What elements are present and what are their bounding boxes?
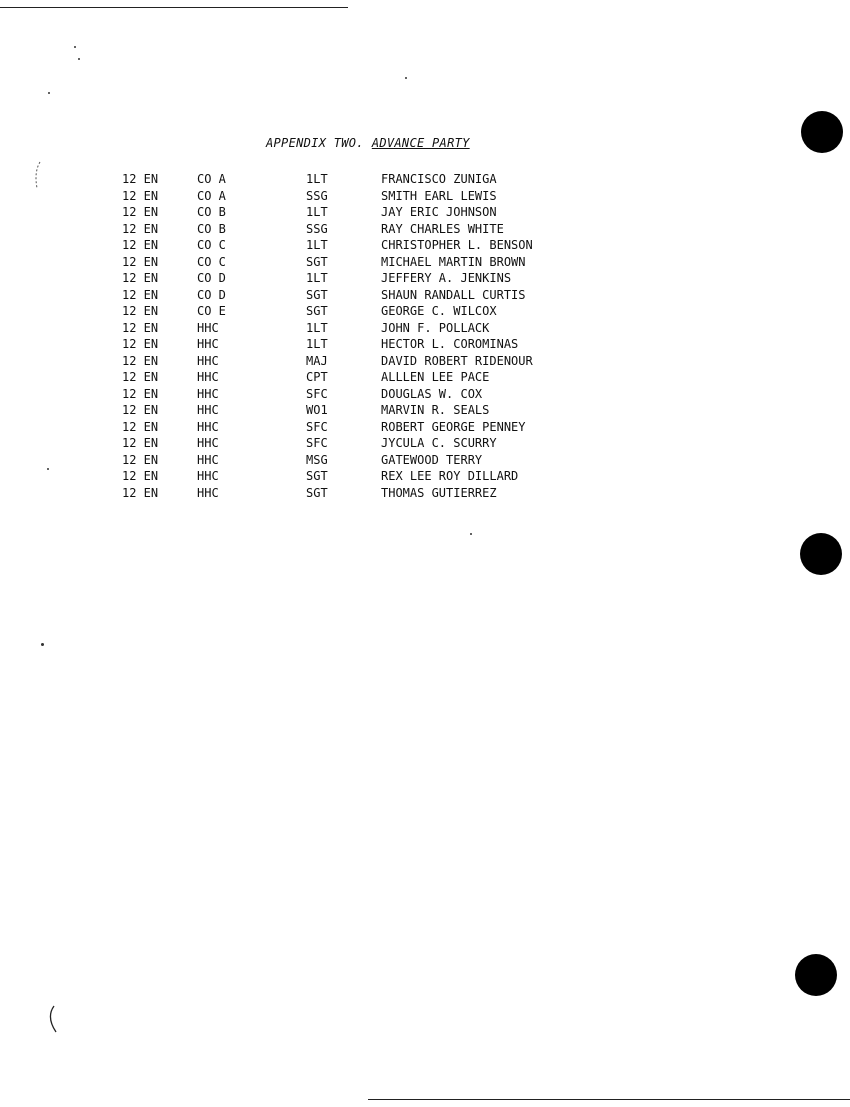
roster-name: SMITH EARL LEWIS	[381, 188, 497, 203]
roster-name: GATEWOOD TERRY	[381, 452, 483, 467]
roster-company: CO C	[197, 254, 226, 269]
roster-name: JOHN F. POLLACK	[381, 320, 490, 335]
roster-company: CO B	[197, 205, 226, 219]
scan-mark	[44, 1005, 58, 1035]
roster-company: CO E	[197, 304, 226, 318]
roster-company: HHC	[197, 419, 219, 434]
roster-rank: WO1	[306, 403, 328, 417]
roster-unit: 12 EN	[122, 320, 159, 335]
roster-rank: SFC	[306, 386, 328, 401]
roster-name: GEORGE C. WILCOX	[381, 304, 497, 318]
roster-name: MICHAEL MARTIN BROWN	[381, 254, 526, 269]
roster-unit: 12 EN	[122, 469, 159, 483]
roster-name: DOUGLAS W. COX	[381, 386, 483, 401]
roster-unit: 12 EN	[122, 172, 159, 186]
roster-rank: 1LT	[306, 238, 328, 252]
roster-rank: CPT	[306, 370, 328, 384]
roster-rank: SGT	[306, 469, 328, 483]
roster-rank: SGT	[306, 287, 328, 302]
roster-unit: 12 EN	[122, 205, 159, 219]
scan-speck	[48, 92, 50, 94]
roster-company: HHC	[197, 370, 219, 384]
roster-rank: SGT	[306, 485, 328, 500]
roster-unit: 12 EN	[122, 188, 159, 203]
roster-name: DAVID ROBERT RIDENOUR	[381, 353, 533, 368]
roster-rank: SFC	[306, 436, 328, 450]
roster-rank: MSG	[306, 452, 328, 467]
roster-rank: SSG	[306, 221, 328, 236]
roster-rank: 1LT	[306, 271, 328, 285]
scan-speck	[41, 643, 44, 646]
roster-rank: 1LT	[306, 172, 328, 186]
roster-company: HHC	[197, 320, 219, 335]
punch-hole-top	[801, 111, 843, 153]
roster-rank: 1LT	[306, 205, 328, 219]
roster-unit: 12 EN	[122, 386, 159, 401]
roster-rank: 1LT	[306, 337, 328, 351]
roster-company: HHC	[197, 485, 219, 500]
scan-speck	[405, 77, 407, 79]
roster-name: MARVIN R. SEALS	[381, 403, 490, 417]
roster-company: HHC	[197, 469, 219, 483]
roster-name: ROBERT GEORGE PENNEY	[381, 419, 526, 434]
roster-name: SHAUN RANDALL CURTIS	[381, 287, 526, 302]
roster-unit: 12 EN	[122, 337, 159, 351]
roster-rank: SFC	[306, 419, 328, 434]
roster-name: FRANCISCO ZUNIGA	[381, 172, 497, 186]
roster-company: CO C	[197, 238, 226, 252]
roster-unit: 12 EN	[122, 436, 159, 450]
roster-name: CHRISTOPHER L. BENSON	[381, 238, 533, 252]
roster-company: HHC	[197, 436, 219, 450]
roster-unit: 12 EN	[122, 254, 159, 269]
punch-hole-bottom	[795, 954, 837, 996]
roster-rank: SGT	[306, 254, 328, 269]
scan-mark	[30, 160, 44, 190]
roster-unit: 12 EN	[122, 370, 159, 384]
punch-hole-middle	[800, 533, 842, 575]
roster-rank: 1LT	[306, 320, 328, 335]
roster-name: HECTOR L. COROMINAS	[381, 337, 519, 351]
bottom-rule	[368, 1099, 850, 1100]
appendix-heading	[266, 136, 470, 150]
scan-speck	[47, 468, 49, 470]
roster-name: THOMAS GUTIERREZ	[381, 485, 497, 500]
roster-unit: 12 EN	[122, 238, 159, 252]
roster-unit: 12 EN	[122, 271, 159, 285]
roster-unit: 12 EN	[122, 287, 159, 302]
scan-speck	[470, 533, 472, 535]
roster-company: CO B	[197, 221, 226, 236]
roster-company: CO D	[197, 271, 226, 285]
roster-company: HHC	[197, 337, 219, 351]
roster-unit: 12 EN	[122, 403, 159, 417]
roster-unit: 12 EN	[122, 485, 159, 500]
roster-name: JEFFERY A. JENKINS	[381, 271, 512, 285]
appendix-subtitle: ADVANCE PARTY	[371, 136, 470, 150]
roster-company: HHC	[197, 452, 219, 467]
roster-company: CO D	[197, 287, 226, 302]
roster-company: CO A	[197, 172, 226, 186]
roster-unit: 12 EN	[122, 221, 159, 236]
roster-company: CO A	[197, 188, 226, 203]
scan-speck	[78, 58, 80, 60]
roster-unit: 12 EN	[122, 419, 159, 434]
roster-rank: SSG	[306, 188, 328, 203]
scan-speck	[74, 46, 76, 48]
roster-name: JYCULA C. SCURRY	[381, 436, 497, 450]
roster-name: REX LEE ROY DILLARD	[381, 469, 519, 483]
roster-rank: SGT	[306, 304, 328, 318]
appendix-title: APPENDIX TWO.	[266, 136, 364, 150]
roster-name: JAY ERIC JOHNSON	[381, 205, 497, 219]
roster-unit: 12 EN	[122, 353, 159, 368]
roster-rank: MAJ	[306, 353, 328, 368]
roster-unit: 12 EN	[122, 452, 159, 467]
roster-name: RAY CHARLES WHITE	[381, 221, 504, 236]
roster-company: HHC	[197, 386, 219, 401]
roster-unit: 12 EN	[122, 304, 159, 318]
top-rule	[0, 7, 348, 8]
roster-company: HHC	[197, 403, 219, 417]
roster-company: HHC	[197, 353, 219, 368]
roster-name: ALLLEN LEE PACE	[381, 370, 490, 384]
